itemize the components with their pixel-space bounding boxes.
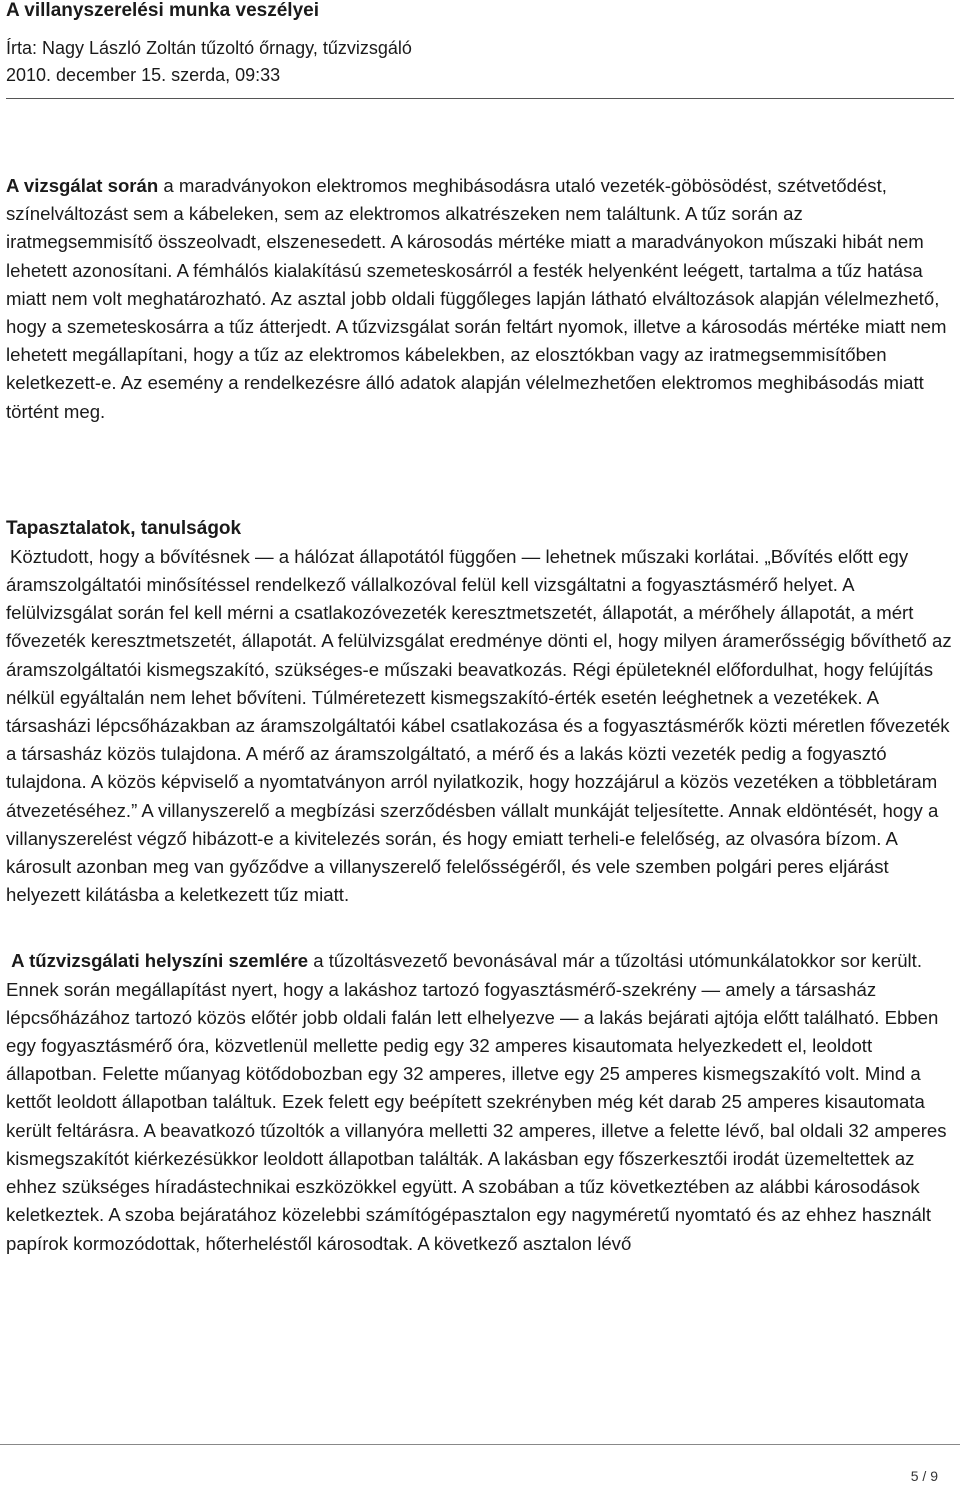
article-date: 2010. december 15. szerda, 09:33 [6,65,281,85]
paragraph-investigation-lead: A vizsgálat során [6,175,159,196]
paragraph-site-inspection-text: a tűzoltásvezető bevonásával már a tűzoltási utómunkálatokkor sor került. Ennek során megállapítást nyert, hogy a lakáshoz tartozó fogyasztásmérő-szekrény — amely a társasház lépcsőházához tartozó közös előtér jobb oldali falán lett elhelyezve — a lakás bejárati ajtója előtt található. Ebben egy fogyasztásmérő óra, közvetlenül mellette pedig egy 32 amperes kisautomata helyezkedett el, leoldott állapotban. Felette műanyag kötődobozban egy 32 amperes, illetve egy 25 amperes kismegszakító volt. Mind a kettőt leoldott állapotban találtuk. Ezek felett egy beépített szekrényben még két darab 25 amperes kisautomata került feltárásra. A beavatkozó tűzoltók a villanyóra melletti 32 amperes, illetve a felette lévő, bal oldali 32 amperes kismegszakítót kiérkezésükkor leoldott állapotban találták. A lakásban egy főszerkesztői irodát üzemeltettek az ehhez szükséges híradástechnikai eszközökkel együtt. A szobában a tűz következtében az alábbi károsodások keletkeztek. A szoba bejáratához közelebbi számítógépasztalon egy nagyméretű nyomtató és az ehhez használt papírok kormozódottak, hőterheléstől károsodtak. A következő asztalon lévő [6,950,947,1254]
section-heading-lessons: Tapasztalatok, tanulságok [6,517,242,539]
article-title: A villanyszerelési munka veszélyei [6,0,319,21]
paragraph-site-inspection-lead: A tűzvizsgálati helyszíni szemlére [11,950,309,972]
paragraph-lessons [6,543,954,910]
paragraph-investigation-text: a maradványokon elektromos meghibásodásra utaló vezeték-göbösödést, szétvetődést, színelváltozást sem a kábeleken, sem az elektromos alkatrészeken nem találtunk. A tűz során az iratmegsemmisítő összeolvadt, elszenesedett. A károsodás mértéke miatt a maradványokon műszaki hibát nem lehetett azonosítani. A fémhálós kialakítású szemeteskosárról a festék helyenként leégett, tartalma a tűz hatása miatt nem volt meghatározható. Az asztal jobb oldali függőleges lapján látható elváltozások alapján vélelmezhető, hogy a szemeteskosárra a tűz átterjedt. A tűzvizsgálat során feltárt nyomok, illetve a károsodás mértéke miatt nem lehetett megállapítani, hogy a tűz az elektromos kábelekben, az elosztókban vagy az iratmegsemmisítőben keletkezett-e. Az esemény a rendelkezésre álló adatok alapján vélelmezhetően elektromos meghibásodás miatt történt meg. [6,175,947,422]
article-author: Írta: Nagy László Zoltán tűzoltó őrnagy, tűzvizsgáló [6,38,412,58]
header-divider [6,98,954,99]
paragraph-lessons-text: Köztudott, hogy a bővítésnek — a hálózat állapotától függően — lehetnek műszaki korlátai. „Bővítés előtt egy áramszolgáltatói minősítéssel rendelkező vállalkozóval felül kell vizsgáltatni a fogyasztásmérő helyet. A felülvizsgálat során fel kell mérni a csatlakozóvezeték keresztmetszetét, állapotát, a mérőhely állapotát, a mért fővezeték keresztmetszetét, állapotát. A felülvizsgálat eredménye dönti el, hogy milyen áramerősségig bővíthető az áramszolgáltatói kismegszakító, szükséges-e műszaki beavatkozás. Régi épületeknél előfordulhat, hogy felújítás nélkül egyáltalán nem lehet bővíteni. Túlméretezett kismegszakító-érték esetén leéghetnek a vezetékek. A társasházi lépcsőházakban az áramszolgáltatói kábel csatlakozása és a fogyasztásmérők közti méretlen fővezeték a társasház közös tulajdona. A mérő az áramszolgáltató, a mérő és a lakás közti vezeték pedig a fogyasztó tulajdona. A közös képviselő a nyomtatványon arról nyilatkozik, hogy hozzájárul a közös vezetéken a többletáram átvezetéséhez.” A villanyszerelő a megbízási szerződésben vállalt munkáját teljesítette. Annak eldöntését, hogy a villanyszerelést végző hibázott-e a kivitelezés során, és hogy emiatt terheli-e felelőség, az olvasóra bízom. A károsult azonban meg van győződve a villanyszerelő felelősségéről, és vele szemben polgári peres eljárást helyezett kilátásba a keletkezett tűz miatt. [6,545,952,906]
page-number: 5 / 9 [910,1468,938,1484]
document-page [6,0,954,1258]
footer-divider [0,1444,960,1445]
paragraph-site-inspection [6,947,954,1257]
paragraph-investigation [6,172,954,426]
